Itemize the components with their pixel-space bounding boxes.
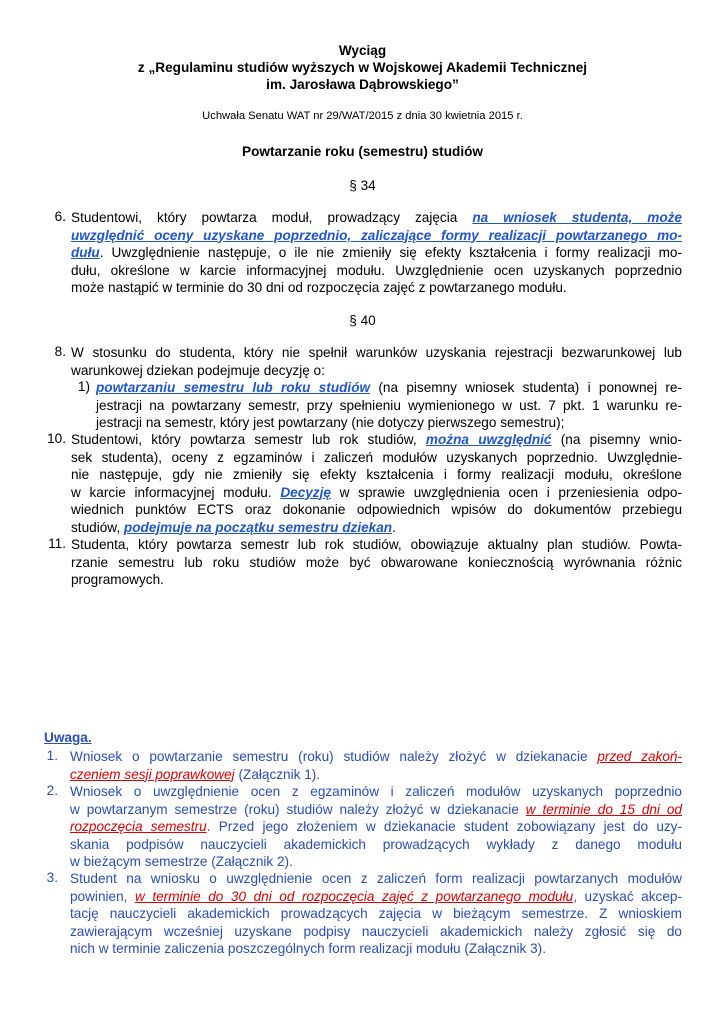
note-1-number: 1. [46, 748, 58, 763]
note-3-text: Student na wniosku o uwzględnienie ocen z zaliczeń form realizacji powtarzanych modułów powinien, w terminie do 30 dni od rozpoczęcia zajęć z powtarzanego modułu, uzyskać akcep- tację nauczycieli akademickich prowadzących zajęcia w bieżącym semestrze. Z wnioskiem zawierającym wcześniej uzyskane podpisy nauczycieli akademickich należy zgłosić się do nich w terminie zaliczenia poszczególnych form realizacji modułu (Załącznik 3). [70, 871, 682, 956]
item-8-sub-number: 1) [77, 379, 90, 394]
item-8-number: 8. [54, 344, 66, 359]
section-title: Powtarzanie roku (semestru) studiów [242, 144, 483, 159]
item-11-text: Studenta, który powtarza semestr lub rok studiów, obowiązuje aktualny plan studiów. Powta- rzanie semestru lub roku studiów może być obwarowane koniecznością wyrównania różnic programowych. [71, 537, 682, 587]
paragraph-34: § 34 [349, 178, 376, 193]
item-8-text: W stosunku do studenta, który nie spełnił warunków uzyskania rejestracji bezwarunkowej lub warunkowej dziekan podejmuje decyzję o: [71, 345, 682, 378]
note-2-text: Wniosek o uwzględnienie ocen z egzaminów i zaliczeń modułów uzyskanych poprzednio w powtarzanym semestrze (roku) studiów należy złożyć w dziekanacie w terminie do 15 dni od rozpoczęcia semestru. Przed jego złożeniem w dziekanacie student zobowiązany jest do uzy- skania podpisów nauczycieli akademickich prowadzących wykłady z danego modułu w bieżącym semestrze (Załącznik 2). [70, 784, 683, 869]
note-3-number: 3. [46, 870, 58, 885]
header-line3: im. Jarosława Dąbrowskiego” [266, 77, 459, 92]
item-11-number: 11. [48, 536, 66, 551]
item-6-text: Studentowi, który powtarza moduł, prowadzący zajęcia na wniosek studenta, może uwzględnić oceny uzyskane poprzednio, zaliczające formy realizacji powtarzanego mo- dułu. Uwzględnienie następuje, o ile nie zmieniły się efekty kształcenia i formy realizacji mo- dułu, określone w karcie informacyjnej modułu. Uwzględnienie ocen uzyskanych poprzednio może nastąpić w terminie do 30 dni od rozpoczęcia zajęć z powtarzanego modułu. [71, 210, 682, 295]
header-line2: z „Regulaminu studiów wyższych w Wojskowej Akademii Technicznej [137, 60, 588, 75]
resolution-line: Uchwała Senatu WAT nr 29/WAT/2015 z dnia 30 kwietnia 2015 r. [202, 110, 523, 122]
header-line1: Wyciąg [338, 43, 387, 58]
note-2-number: 2. [46, 783, 58, 798]
item-6-number: 6. [54, 209, 66, 224]
item-8-sub-text: powtarzaniu semestru lub roku studiów (na pisemny wniosek studenta) i ponownej re- jestracji na powtarzany semestr, przy spełnieniu wymienionego w ust. 7 pkt. 1 warunku re- jestracji na semestr, który jest powtarzany (nie dotyczy pierwszego semestru); [96, 380, 682, 430]
item-10-number: 10. [47, 431, 66, 446]
item-10-text: Studentowi, który powtarza semestr lub rok studiów, można uwzględnić (na pisemny wnio- sek studenta), oceny z egzaminów i zaliczeń modułów uzyskanych poprzednio. Uwzględnie- nie następuje, gdy nie zmieniły się efekty kształcenia i formy realizacji modułu, określone w karcie informacyjnej modułu. Decyzję w sprawie uwzględnienia ocen i przeniesienia odpo- wiednich punktów ECTS oraz dokonanie odpowiednich wpisów do dokumentów przebiegu studiów, podejmuje na początku semestru dziekan. [71, 432, 682, 535]
note-1-text: Wniosek o powtarzanie semestru (roku) studiów należy złożyć w dziekanacie przed zakoń- czeniem sesji poprawkowej (Załącznik 1). [70, 749, 682, 782]
paragraph-40: § 40 [349, 313, 376, 328]
note-heading: Uwaga. [44, 730, 92, 745]
